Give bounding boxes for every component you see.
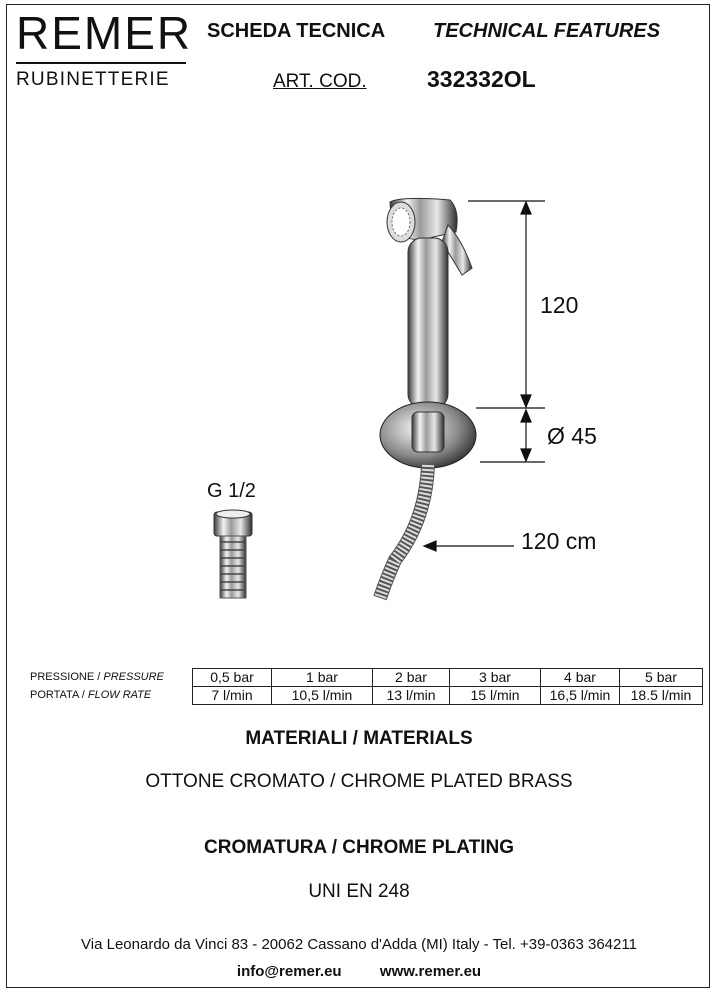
pressure-cell: 2 bar bbox=[373, 669, 450, 687]
footer-address: Via Leonardo da Vinci 83 - 20062 Cassano d'Adda (MI) Italy - Tel. +39-0363 364211 bbox=[81, 936, 637, 953]
hose-length-dimension: 120 cm bbox=[521, 528, 597, 554]
flow-cell: 16,5 l/min bbox=[541, 687, 620, 705]
email-link[interactable]: info@remer.eu bbox=[236, 963, 342, 980]
title-italian: SCHEDA TECNICA bbox=[207, 20, 386, 42]
footer-contacts bbox=[0, 964, 718, 979]
title-english: TECHNICAL FEATURES bbox=[433, 20, 661, 42]
flow-cell: 13 l/min bbox=[373, 687, 450, 705]
flow-cell: 10,5 l/min bbox=[272, 687, 373, 705]
pressure-row bbox=[24, 669, 703, 687]
height-dimension: 120 bbox=[540, 292, 579, 318]
materials-heading: MATERIALI / MATERIALS bbox=[245, 728, 473, 749]
diameter-dimension: Ø 45 bbox=[547, 423, 597, 449]
plating-value: UNI EN 248 bbox=[308, 881, 410, 902]
flow-cell: 18.5 l/min bbox=[620, 687, 703, 705]
pressure-flow-table bbox=[24, 668, 703, 705]
pressure-cell: 0,5 bar bbox=[193, 669, 272, 687]
hose-end-fitting bbox=[214, 510, 252, 598]
logo-divider bbox=[16, 62, 186, 64]
pressure-cell: 1 bar bbox=[272, 669, 373, 687]
pressure-cell: 3 bar bbox=[450, 669, 541, 687]
flow-label: PORTATA / FLOW RATE bbox=[30, 689, 152, 701]
plating-heading: CROMATURA / CHROME PLATING bbox=[204, 837, 514, 858]
thread-size-label: G 1/2 bbox=[207, 480, 256, 502]
brand-subtitle: RUBINETTERIE bbox=[16, 69, 170, 90]
flow-cell: 7 l/min bbox=[193, 687, 272, 705]
pressure-cell: 4 bar bbox=[541, 669, 620, 687]
brand-logo: REMER bbox=[16, 7, 193, 59]
website-link[interactable]: www.remer.eu bbox=[379, 963, 482, 980]
wall-holder bbox=[380, 402, 476, 468]
materials-value: OTTONE CROMATO / CHROME PLATED BRASS bbox=[145, 771, 573, 792]
handle-body bbox=[408, 238, 448, 408]
flow-cell: 15 l/min bbox=[450, 687, 541, 705]
flow-row bbox=[24, 687, 703, 705]
article-code-label: ART. COD. bbox=[273, 71, 367, 92]
pressure-cell: 5 bar bbox=[620, 669, 703, 687]
pressure-label: PRESSIONE / PRESSURE bbox=[30, 671, 164, 683]
article-code: 332332OL bbox=[427, 66, 536, 92]
